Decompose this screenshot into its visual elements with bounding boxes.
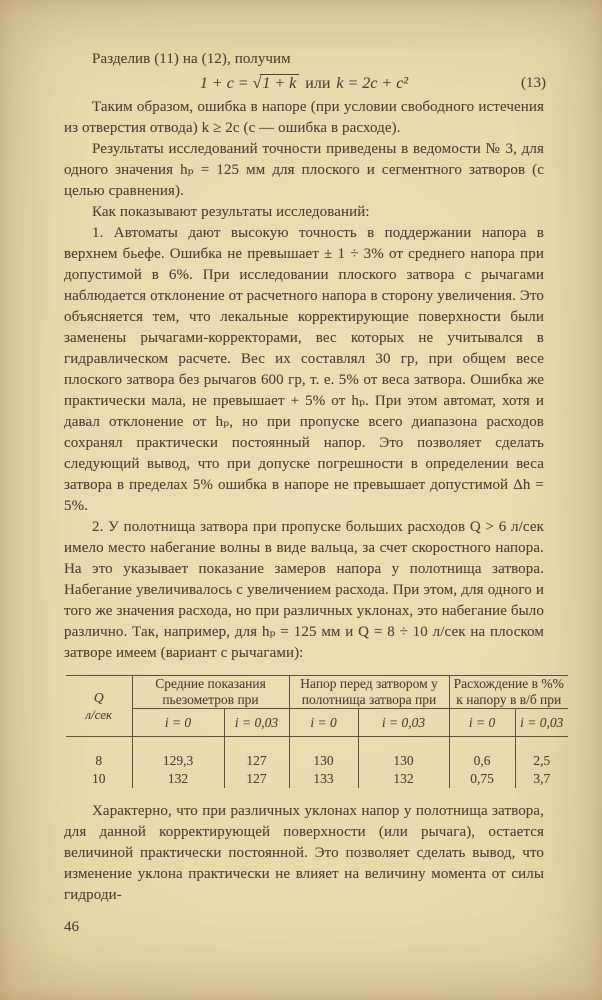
page-content — [64, 49, 564, 906]
table-group-header-row — [66, 676, 568, 709]
subheader-i0: i = 0 — [449, 709, 515, 737]
equation-number: (13) — [521, 75, 546, 91]
table-cell: 133 — [289, 770, 358, 788]
formula-connector: или — [305, 75, 331, 92]
formula-lhs: 1 + c = — [199, 75, 249, 92]
subheader-i003: i = 0,03 — [515, 709, 568, 737]
page-number: 46 — [64, 919, 79, 935]
group-header-divergence: Расхождение в %% к напору в в/б при — [449, 676, 568, 709]
table-subheader-row — [66, 709, 568, 737]
square-root-sign: √ — [252, 75, 262, 92]
table-cell: 132 — [132, 770, 224, 788]
lead-in-line: Разделив (11) на (12), получим — [92, 51, 291, 67]
table-cell: 0,6 — [449, 737, 515, 771]
formula-13 — [64, 70, 544, 97]
formula-radicand: 1 + k — [260, 74, 299, 92]
subheader-i0: i = 0 — [289, 709, 358, 737]
measurements-table — [66, 675, 568, 788]
table-cell: 127 — [224, 770, 289, 788]
paragraph: 2. У полотнища затвора при пропуске больших расходов Q > 6 л/сек имело место набегание волны в виде вальца, за счет скоростного напора. На это указывает показание замеров напора у полотнища затвора. Набегание увеличивалось с увеличением расхода. При этом, для одного и того же значения расхода, но при различных уклонах, это набегание было различно. Так, например, для hₚ = 125 мм и Q = 8 ÷ 10 л/сек на плоском затворе имеем (вариант с рычагами): — [64, 519, 544, 661]
table-cell: 8 — [95, 753, 103, 768]
paragraph: Таким образом, ошибка в напоре (при условии свободного истечения из отверстия отвода) k ≥ 2c (с — ошибка в расходе). — [64, 99, 544, 136]
table-cell: 130 — [289, 737, 358, 771]
paragraph: 1. Автоматы дают высокую точность в поддержании напора в верхнем бьефе. Ошибка не превышает ± 1 ÷ 3% от среднего напора при допустимой в 6%. При исследовании плоского затвора с рычагами наблюдается отклонение от расчетного напора в сторону увеличения. Это объясняется тем, что лекальные корректирующие поверхности были заменены рычагами-корректорами, вес которых не учитывался в гидравлическом расчете. Вес их составлял 30 гр, при общем весе плоского затвора без рычагов 600 гр, т. е. 5% от веса затвора. Ошибка же практически мала, не превышает + 5% от hₚ. При этом автомат, хотя и давал отклонение от hₚ, но при пропуске всего диапазона расходов сохранял практически постоянный напор. Это позволяет сделать следующий вывод, что при допуске погрешности в определении веса затвора в пределах 5% ошибка в напоре не превышает допустимой Δh = 5%. — [64, 225, 544, 514]
subheader-i003: i = 0,03 — [358, 709, 449, 737]
table-cell: 3,7 — [515, 770, 568, 788]
group-header-head-before-gate: Напор перед затвором у полотнища затвора при — [289, 676, 449, 709]
table-cell: 132 — [358, 770, 449, 788]
q-unit: л/сек — [85, 707, 113, 722]
table-cell: 129,3 — [132, 737, 224, 771]
formula-rhs: k = 2c + c² — [336, 75, 409, 92]
table-cell: 127 — [224, 737, 289, 771]
group-header-piezometers: Средние показания пьезометров при — [132, 676, 289, 709]
paragraph: Характерно, что при различных уклонах напор у полотнища затвора, для данной корректирующей поверхности (или рычага), остается величиной практически постоянной. Это позволяет сделать вывод, что изменение уклона практически не влияет на величину момента от силы гидроди- — [64, 803, 544, 903]
table-cell: 0,75 — [449, 770, 515, 788]
q-symbol: Q — [93, 690, 104, 705]
table-row — [66, 770, 568, 788]
table-cell: 2,5 — [515, 737, 568, 771]
table-row — [66, 737, 568, 771]
table-cell: 130 — [358, 737, 449, 771]
table-cell: 10 — [92, 771, 106, 786]
subheader-i0: i = 0 — [132, 709, 224, 737]
subheader-i003: i = 0,03 — [224, 709, 289, 737]
paragraph: Как показывают результаты исследований: — [92, 204, 370, 220]
paragraph: Результаты исследований точности приведены в ведомости № 3, для одного значения hₚ = 125 мм для плоского и сегментного затворов (с целью сравнения). — [64, 141, 544, 199]
q-column-header — [66, 676, 132, 737]
